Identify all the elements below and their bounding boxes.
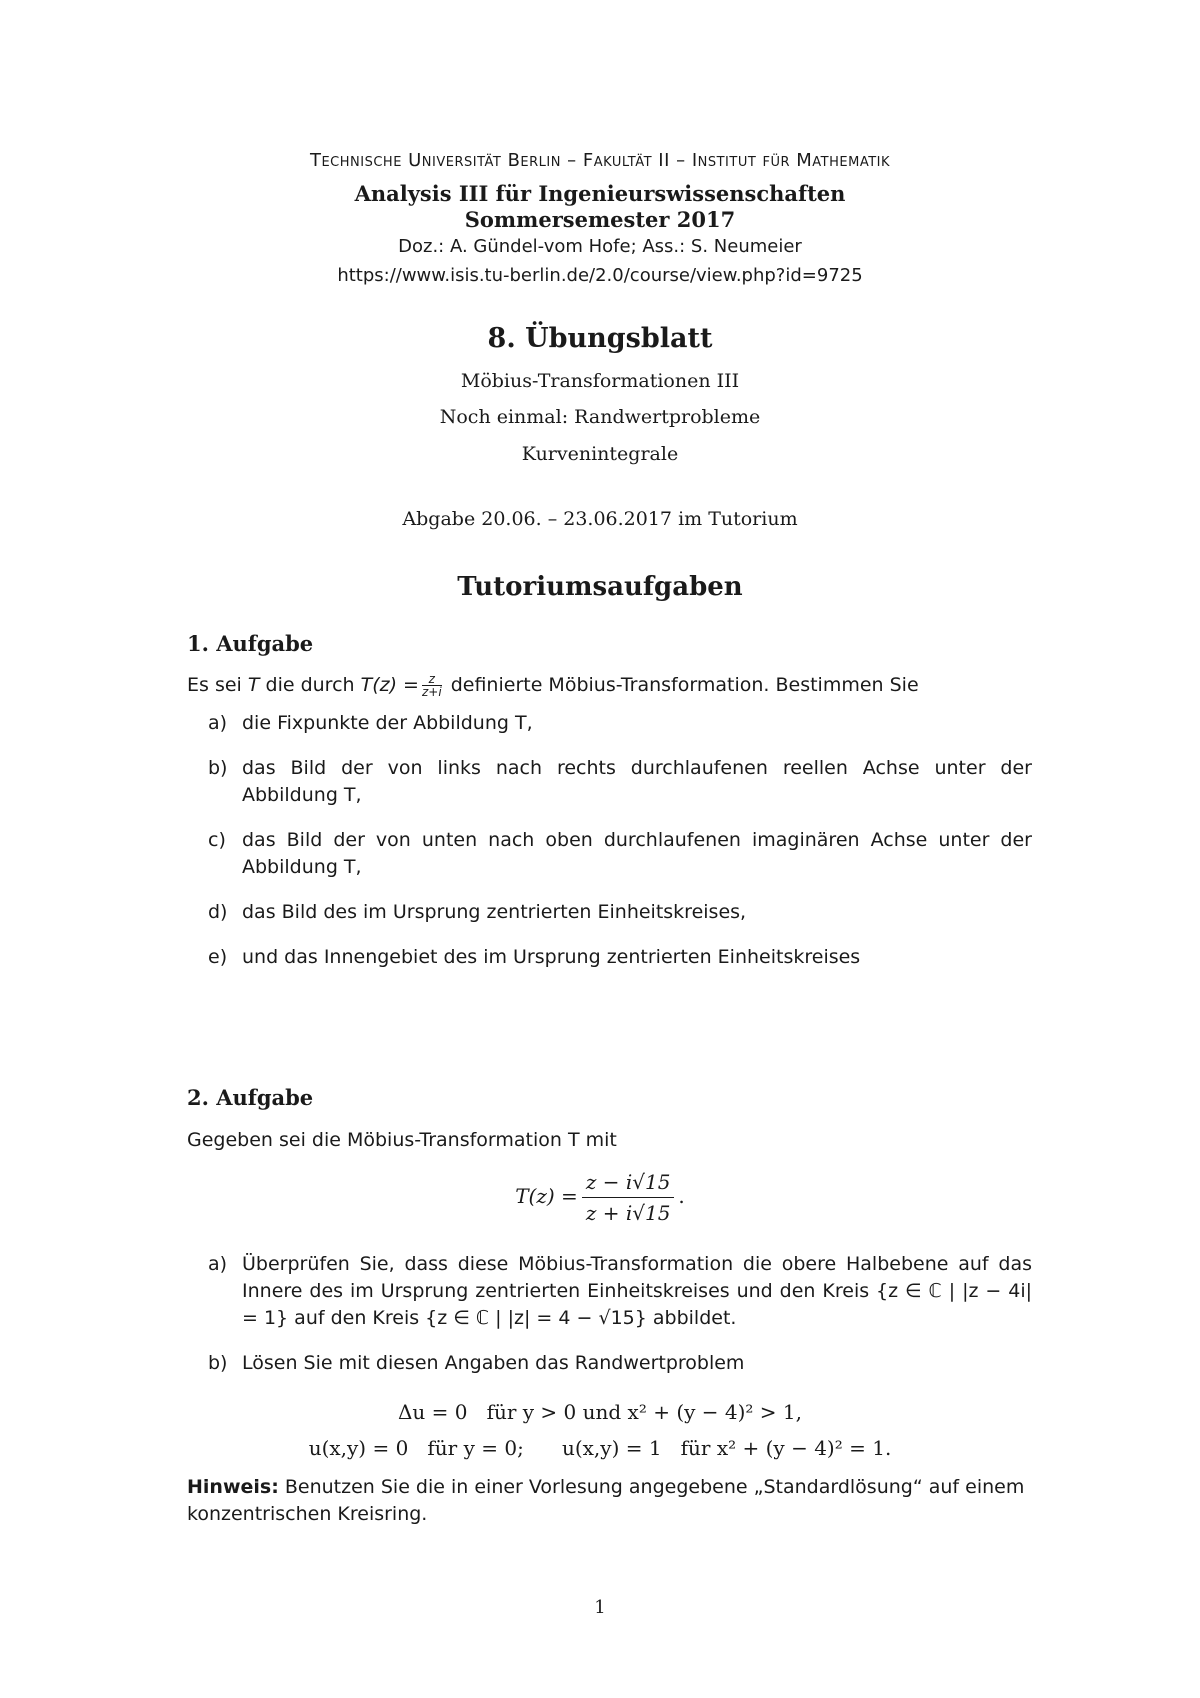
item-text: die Fixpunkte der Abbildung T, <box>242 712 533 734</box>
task-2-intro: Gegeben sei die Möbius-Transformation T mit <box>187 1129 617 1151</box>
math-T: T <box>247 674 260 696</box>
bvp-line-2: u(x,y) = 0 für y = 0; u(x,y) = 1 für x² + (y − 4)² = 1. <box>308 1436 892 1460</box>
section-title: Tutoriumsaufgaben <box>457 572 743 602</box>
task-1-intro-post: definierte Möbius-Transformation. Bestimmen Sie <box>444 674 919 696</box>
course-url[interactable]: https://www.isis.tu-berlin.de/2.0/course/view.php?id=9725 <box>337 265 863 286</box>
task-1-title: 1. Aufgabe <box>187 631 314 656</box>
hint-text: Benutzen Sie die in einer Vorlesung angegebene „Standardlösung“ auf einem konzentrischen Kreisring. <box>187 1476 1025 1525</box>
math-Tz: T(z) = <box>360 674 419 696</box>
task-1-intro-mid: die durch <box>259 674 361 696</box>
fraction-denominator: z+i <box>421 685 442 699</box>
item-mark: b) <box>208 757 228 779</box>
eq-fraction <box>582 1170 675 1225</box>
transformation-equation <box>0 1170 1200 1225</box>
fraction <box>422 673 442 698</box>
task-1-intro-pre: Es sei <box>187 674 248 696</box>
eq-denominator: z + i√15 <box>585 1201 671 1225</box>
institution-line: Technische Universität Berlin – Fakultät II – Institut für Mathematik <box>309 150 891 171</box>
item-text: das Bild der von unten nach oben durchlaufenen imaginären Achse unter der Abbildung T, <box>242 829 1032 878</box>
fraction-numerator: z <box>422 673 442 686</box>
semester: Sommersemester 2017 <box>464 207 736 232</box>
task-1-intro <box>187 672 1027 699</box>
course-title: Analysis III für Ingenieurswissenschaften <box>354 181 846 206</box>
item-mark: a) <box>208 1253 228 1275</box>
bvp-line-1: Δu = 0 für y > 0 und x² + (y − 4)² > 1, <box>397 1400 802 1424</box>
hint-label: Hinweis: <box>187 1476 279 1498</box>
eq-end: . <box>678 1184 685 1208</box>
deadline: Abgabe 20.06. – 23.06.2017 im Tutorium <box>402 508 798 530</box>
item-mark: c) <box>208 829 226 851</box>
lecturers: Doz.: A. Gündel-vom Hofe; Ass.: S. Neumeier <box>398 236 802 257</box>
topic-3: Kurvenintegrale <box>521 443 679 465</box>
item-mark: d) <box>208 901 228 923</box>
item-text: Lösen Sie mit diesen Angaben das Randwertproblem <box>242 1352 745 1374</box>
eq-lhs: T(z) = <box>515 1184 578 1208</box>
eq-numerator: z − i√15 <box>582 1170 675 1198</box>
item-mark: e) <box>208 946 228 968</box>
item-mark: b) <box>208 1352 228 1374</box>
item-text: Überprüfen Sie, dass diese Möbius-Transformation die obere Halbebene auf das Innere des im Ursprung zentrierten Einheitskreises und den Kreis {z ∈ ℂ | |z − 4i| = 1} auf den Kreis {z ∈ ℂ | |z| = 4 − √15} abbildet. <box>242 1253 1032 1329</box>
topic-1: Möbius-Transformationen III <box>460 370 740 392</box>
hint <box>187 1474 1027 1528</box>
page-number: 1 <box>594 1597 606 1618</box>
item-text: das Bild der von links nach rechts durchlaufenen reellen Achse unter der Abbildung T, <box>242 757 1032 806</box>
item-mark: a) <box>208 712 228 734</box>
task-2-title: 2. Aufgabe <box>187 1085 314 1110</box>
sheet-title: 8. Übungsblatt <box>487 323 713 354</box>
topic-2: Noch einmal: Randwertprobleme <box>439 406 761 428</box>
item-text: das Bild des im Ursprung zentrierten Einheitskreises, <box>242 901 747 923</box>
item-text: und das Innengebiet des im Ursprung zentrierten Einheitskreises <box>242 946 861 968</box>
